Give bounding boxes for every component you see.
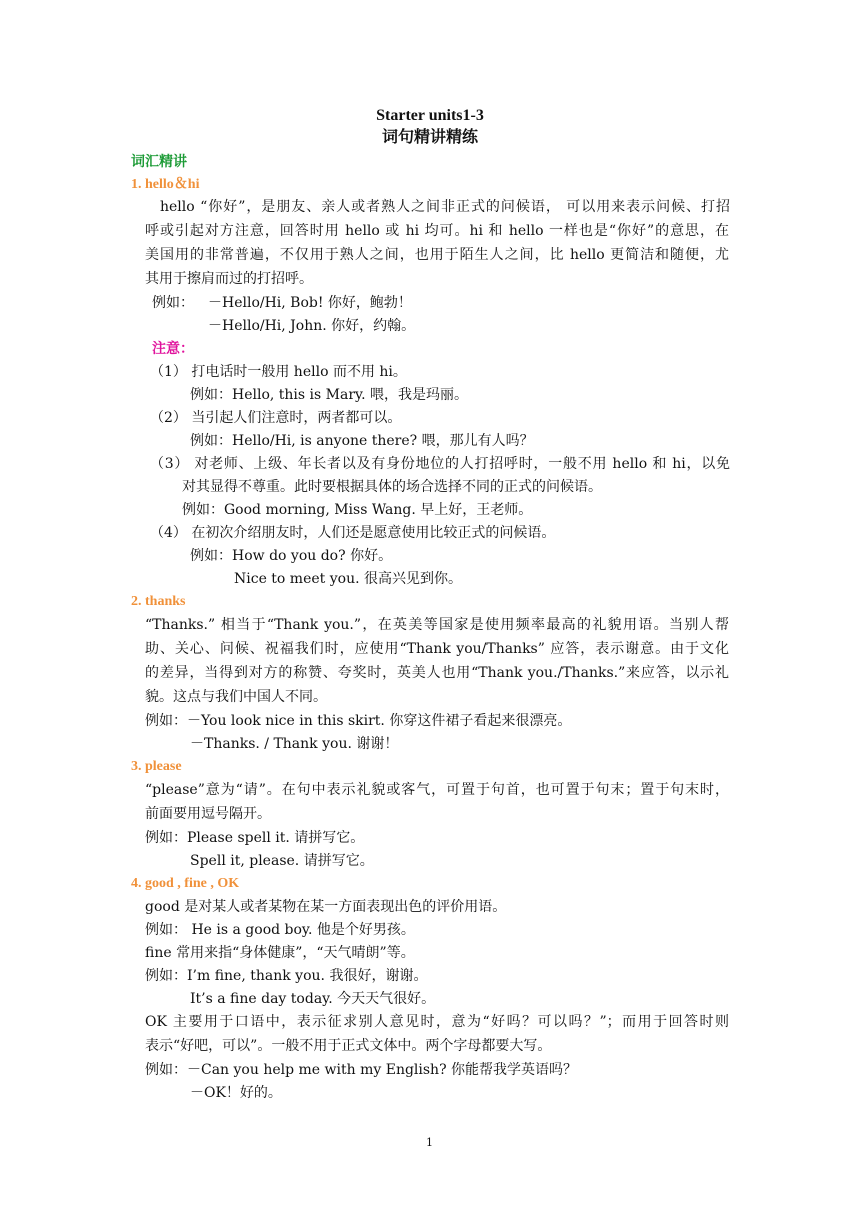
paragraph-line: “please”意为“请”。在句中表示礼貌或客气，可置于句首，也可置于句末；置于句末时， [145,782,729,798]
paragraph-line: 的差异，当得到对方的称赞、夸奖时，英美人也用“Thank you./Thanks.”来应答，以示礼 [145,665,729,681]
page-number: 1 [426,1136,433,1149]
note-item: （2） 当引起人们注意时，两者都可以。 [150,410,402,426]
note-example: 例如：Hello/Hi, is anyone there? 喂，那儿有人吗？ [190,433,534,449]
example-line: －OK！好的。 [190,1085,282,1101]
paragraph-line: 貌。这点与我们中国人不同。 [145,689,327,705]
paragraph-line: “Thanks.” 相当于“Thank you.”，在英美等国家是使用频率最高的礼貌用语。当别人帮 [145,617,729,633]
page-subtitle: 词句精讲精练 [381,129,478,146]
example-line: 例如：Please spell it. 请拼写它。 [145,830,365,846]
paragraph-line: 其用于擦肩而过的打招呼。 [145,271,313,287]
note-heading: 注意： [152,341,194,357]
paragraph-line: 呼或引起对方注意，回答时用 hello 或 hi 均可。hi 和 hello 一样也是“你好”的意思，在 [145,223,729,239]
paragraph-line: 美国用的非常普遍，不仅用于熟人之间，也用于陌生人之间，比 hello 更简洁和随便，尤 [145,247,729,263]
note-item: （3） 对老师、上级、年长者以及有身份地位的人打招呼时，一般不用 hello 和 hi，以免 [150,456,730,472]
example-line: 例如：I’m fine, thank you. 我很好，谢谢。 [145,968,428,984]
paragraph-line: 前面要用逗号隔开。 [145,806,271,822]
note-example: 例如：Good morning, Miss Wang. 早上好，王老师。 [182,502,533,518]
heading-please: 3. please [131,759,182,774]
note-item-continued: 对其显得不尊重。此时要根据具体的场合选择不同的正式的问候语。 [182,479,602,495]
heading-hello-hi: 1. hello＆hi [131,177,200,192]
example-line: －Hello/Hi, Bob! 你好，鲍勃！ [208,295,412,311]
paragraph-line: hello “你好”，是朋友、亲人或者熟人之间非正式的问候语， 可以用来表示问候、打招 [160,199,730,215]
section-heading-vocab: 词汇精讲 [131,154,187,170]
note-item: （1） 打电话时一般用 hello 而不用 hi。 [150,364,407,380]
example-line: 例如： He is a good boy. 他是个好男孩。 [145,922,415,938]
example-line: It’s a fine day today. 今天天气很好。 [190,991,436,1007]
example-line: 例如：－You look nice in this skirt. 你穿这件裙子看起来很漂亮。 [145,713,572,729]
note-example: Nice to meet you. 很高兴见到你。 [234,571,462,587]
heading-thanks: 2. thanks [131,594,186,609]
page-title: Starter units1-3 [376,107,484,124]
note-example: 例如：Hello, this is Mary. 喂，我是玛丽。 [190,387,468,403]
example-line: 例如：－Can you help me with my English? 你能帮我学英语吗？ [145,1062,578,1078]
paragraph-line: good 是对某人或者某物在某一方面表现出色的评价用语。 [145,899,507,915]
example-line: －Thanks. / Thank you. 谢谢！ [190,736,399,752]
example-line: Spell it, please. 请拼写它。 [190,853,374,869]
paragraph-line: 助、关心、问候、祝福我们时，应使用“Thank you/Thanks” 应答，表示谢意。由于文化 [145,641,729,657]
paragraph-line: 表示“好吧，可以”。一般不用于正式文体中。两个字母都要大写。 [145,1038,552,1054]
paragraph-line: fine 常用来指“身体健康”，“天气晴朗”等。 [145,945,415,961]
paragraph-line: OK 主要用于口语中，表示征求别人意见时，意为“好吗？可以吗？”；而用于回答时则 [145,1014,729,1030]
note-example: 例如：How do you do? 你好。 [190,548,393,564]
note-item: （4） 在初次介绍朋友时，人们还是愿意使用比较正式的问候语。 [150,525,556,541]
example-line: －Hello/Hi, John. 你好，约翰。 [208,318,416,334]
heading-good-fine-ok: 4. good , fine , OK [131,876,240,891]
example-label: 例如： [152,295,194,311]
